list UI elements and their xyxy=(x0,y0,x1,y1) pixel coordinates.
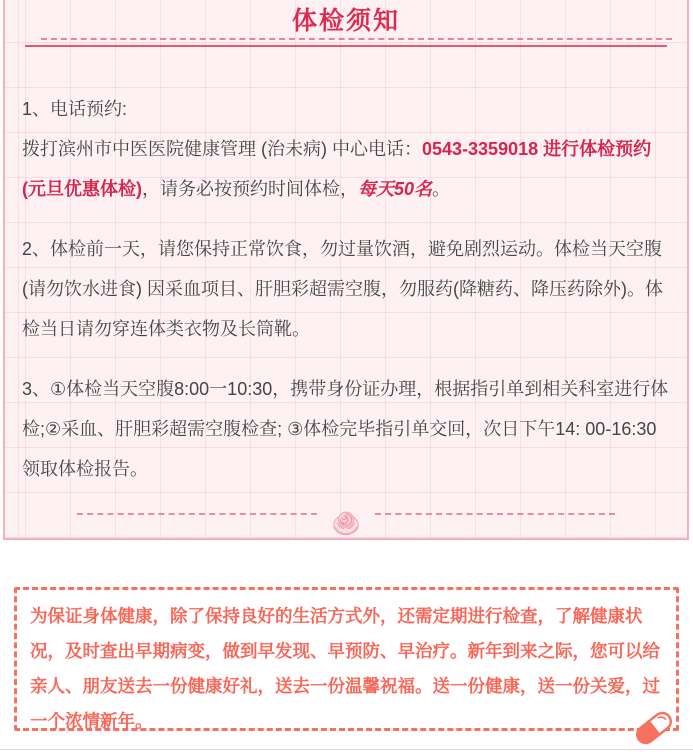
phone-text-before: 拨打滨州市中医医院健康管理 (治未病) 中心电话： xyxy=(22,139,422,159)
promo-card xyxy=(14,587,679,731)
title-rule-dashed xyxy=(41,38,672,40)
notice-card xyxy=(3,0,689,540)
procedure-text: 3、①体检当天空腹8:00一10:30，携带身份证办理，根据指引单到相关科室进行体检;②采血、肝胆彩超需空腹检查; ③体检完毕指引单交回，次日下午14: 00-16:30领取体检报告。 xyxy=(22,379,669,479)
phone-text-middle: ，请务必按预约时间体检， xyxy=(142,179,358,199)
preparation-text: 2、体检前一天，请您保持正常饮食，勿过量饮酒，避免剧烈运动。体检当天空腹(请勿饮水进食) 因采血项目、肝胆彩超需空腹，勿服药(降糖药、降压药除外)。体检当日请勿穿连体类衣物及长筒靴。 xyxy=(22,239,663,339)
flower-divider xyxy=(77,509,615,543)
notice-item-procedure xyxy=(22,369,671,489)
daily-quota-highlight: 每天50名 xyxy=(358,179,433,199)
phone-section-heading: 1、电话预约: xyxy=(22,99,128,119)
page-title: 体检须知 xyxy=(291,7,400,35)
phone-text-end: 。 xyxy=(432,179,451,199)
pill-icon xyxy=(630,704,678,752)
promo-text: 为保证身体健康，除了保持良好的生活方式外，还需定期进行检查，了解健康状况，及时查出早期病变，做到早发现、早预防、早治疗。新年到来之际，您可以给亲人、朋友送去一份健康好礼，送去一份温馨祝福。送一份健康，送一份关爱，过一个浓情新年。 xyxy=(30,606,660,731)
notice-item-phone xyxy=(22,89,671,209)
section-separator xyxy=(0,749,693,750)
divider-dash-left xyxy=(77,513,317,515)
rose-icon xyxy=(329,505,363,539)
phone-section-text xyxy=(22,129,671,209)
phone-number-highlight: 0543-3359018 进行体检预约(元旦优惠体检) xyxy=(22,139,652,199)
notice-item-preparation xyxy=(22,229,671,349)
divider-dash-right xyxy=(375,513,615,515)
notice-body xyxy=(5,47,687,489)
